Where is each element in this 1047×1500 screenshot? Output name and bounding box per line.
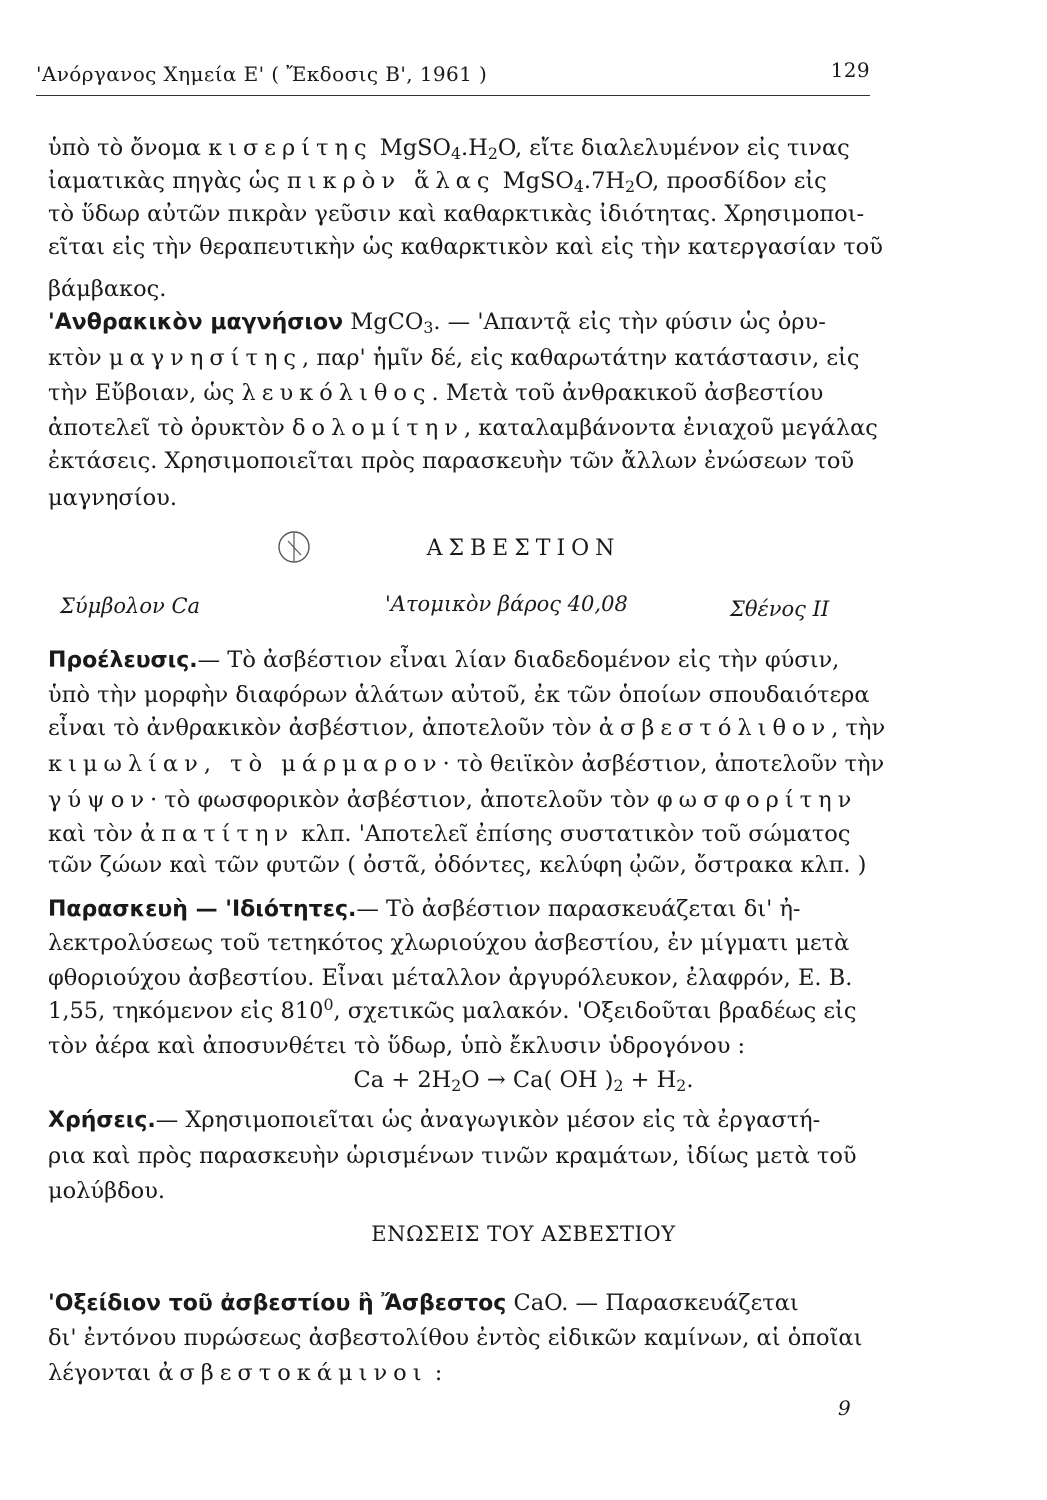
element-symbol: Σύμβολον Ca xyxy=(60,594,201,618)
subsection-title: ΕΝΩΣΕΙΣ ΤΟΥ ΑΣΒΕΣΤΙΟΥ xyxy=(371,1222,676,1246)
text-line: Χρήσεις.— Χρησιμοποιεῖται ὡς ἀναγωγικὸν μέσον εἰς τὰ ἐργαστή- xyxy=(48,1107,821,1133)
text-line: ὑπὸ τὸ ὄνομα κισερίτης $MgSO_4.H_2O$, εἴτε διαλελυμένον εἰς τινας xyxy=(48,135,850,163)
page-number: 129 xyxy=(830,58,870,82)
text-line: 1,55, τηκόμενον εἰς $810^0$, σχετικῶς μαλακόν. 'Οξειδοῦται βραδέως εἰς xyxy=(48,995,857,1024)
text-line: 'Ανθρακικὸν μαγνήσιον MgCO$_3$. — 'Απαντᾷ εἰς τὴν φύσιν ὡς ὀρυ- xyxy=(48,309,826,337)
signature-mark: 9 xyxy=(838,1396,851,1420)
text-line: τὴν Εὔβοιαν, ὡς λευκόλιθος. Μετὰ τοῦ ἀνθρακικοῦ ἀσβεστίου xyxy=(48,380,824,406)
text-line: γύψον· τὸ φωσφορικὸν ἀσβέστιον, ἀποτελοῦν τὸν φωσφορίτην xyxy=(48,787,858,813)
text-line: φθοριούχου ἀσβεστίου. Εἶναι μέταλλον ἀργυρόλευκον, ἐλαφρόν, Ε. Β. xyxy=(48,965,853,991)
text-line: εῖται εἰς τὴν θεραπευτικὴν ὡς καθαρκτικὸν καὶ εἰς τὴν κατεργασίαν τοῦ xyxy=(48,234,883,260)
text-line: μαγνησίου. xyxy=(48,485,177,511)
text-line: κιμωλίαν, τὸ μάρμαρον· τὸ θειϊκὸν ἀσβέστιον, ἀποτελοῦν τὴν xyxy=(48,751,885,777)
term-heading: 'Ανθρακικὸν μαγνήσιον xyxy=(48,310,344,335)
text-line: κτὸν μαγνησίτης, παρ' ἡμῖν δέ, εἰς καθαρωτάτην κατάστασιν, εἰς xyxy=(48,345,860,371)
text-line: Παρασκευὴ — 'Ιδιότητες.— Τὸ ἀσβέστιον παρασκευάζεται δι' ἠ- xyxy=(48,896,801,922)
text-line: 'Οξείδιον τοῦ ἀσβεστίου ἢ Ἄσβεστος CaO. — Παρασκευάζεται xyxy=(48,1290,799,1316)
text-line: βάμβακος. xyxy=(48,276,167,302)
text-line: ὑπὸ τὴν μορφὴν διαφόρων ἁλάτων αὐτοῦ, ἐκ τῶν ὁποίων σπουδαιότερα xyxy=(48,682,870,708)
text-line: τῶν ζώων καὶ τῶν φυτῶν ( ὀστᾶ, ὀδόντες, κελύφη ᾠῶν, ὄστρακα κλπ. ) xyxy=(48,852,867,878)
running-title: 'Ανόργανος Χημεία Ε' ( Ἔκδοσις Β', 1961 ) xyxy=(36,62,488,86)
text-line: ἰαματικὰς πηγὰς ὡς πικρὸν ἅλας $MgSO_4.7H_2O$, προσδίδον εἰς xyxy=(48,168,827,196)
text-line: λεκτρολύσεως τοῦ τετηκότος χλωριούχου ἀσβεστίου, ἐν μίγματι μετὰ xyxy=(48,930,850,956)
term-heading: Χρήσεις. xyxy=(48,1108,156,1133)
chemical-equation: $Ca + 2H_2O \to Ca$( OH )$_2 + H_2$. xyxy=(353,1067,694,1095)
text-line: ἐκτάσεις. Χρησιμοποιεῖται πρὸς παρασκευὴν τῶν ἄλλων ἐνώσεων τοῦ xyxy=(48,448,855,474)
text-line: δι' ἐντόνου πυρώσεως ἀσβεστολίθου ἐντὸς εἰδικῶν καμίνων, αἱ ὁποῖαι xyxy=(48,1325,863,1351)
text-line: τὸ ὕδωρ αὐτῶν πικρὰν γεῦσιν καὶ καθαρκτικὰς ἰδιότητας. Χρησιμοποι- xyxy=(48,201,865,227)
text-line: λέγονται ἀσβεστοκάμινοι : xyxy=(48,1360,443,1386)
term-heading: 'Οξείδιον τοῦ ἀσβεστίου ἢ Ἄσβεστος xyxy=(48,1291,507,1316)
term-heading: Προέλευσις. xyxy=(48,648,198,673)
text-line: ρια καὶ πρὸς παρασκευὴν ὡρισμένων τινῶν κραμάτων, ἰδίως μετὰ τοῦ xyxy=(48,1143,857,1169)
text-line: Προέλευσις.— Τὸ ἀσβέστιον εἶναι λίαν διαδεδομένον εἰς τὴν φύσιν, xyxy=(48,647,840,673)
text-line: καὶ τὸν ἀπατίτην κλπ. 'Αποτελεῖ ἐπίσης συστατικὸν τοῦ σώματος xyxy=(48,821,851,847)
text-line: εἶναι τὸ ἀνθρακικὸν ἀσβέστιον, ἀποτελοῦν τὸν ἀσβεστόλιθον, τὴν xyxy=(48,715,886,741)
header-rule xyxy=(36,95,870,96)
valence: Σθένος II xyxy=(730,597,830,621)
section-title: ΑΣΒΕΣΤΙΟΝ xyxy=(426,536,621,561)
text-line: ἀποτελεῖ τὸ ὀρυκτὸν δολομίτην, καταλαμβάνοντα ἐνιαχοῦ μεγάλας xyxy=(48,415,878,441)
text-line: τὸν ἀέρα καὶ ἀποσυνθέτει τὸ ὕδωρ, ὑπὸ ἔκλυσιν ὑδρογόνου : xyxy=(48,1033,746,1059)
term-heading: Παρασκευὴ — 'Ιδιότητες. xyxy=(48,897,357,922)
text-line: μολύβδου. xyxy=(48,1178,166,1204)
running-header xyxy=(36,58,870,86)
atomic-weight: 'Ατομικὸν βάρος 40,08 xyxy=(385,592,628,616)
